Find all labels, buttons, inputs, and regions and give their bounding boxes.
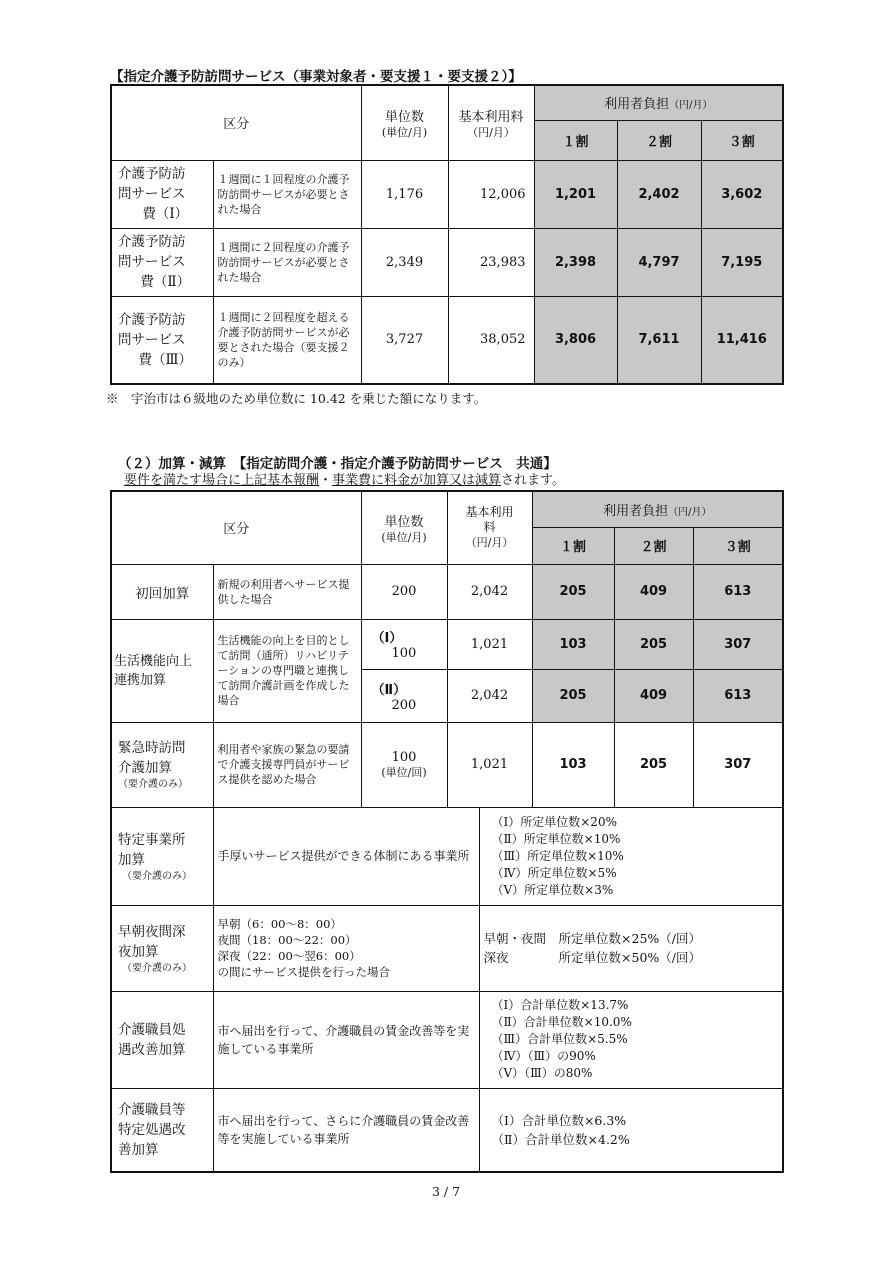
table-row — [111, 807, 783, 905]
row-rate3: 307 — [693, 722, 783, 807]
row-rate1: 1,201 — [534, 160, 617, 228]
row-rate2: 409 — [614, 564, 693, 619]
table-row — [111, 722, 783, 807]
row-fee: 38,052 — [448, 296, 534, 384]
table-row — [111, 564, 783, 619]
table-row — [111, 905, 783, 991]
unit-header: 単位数 (単位/月) — [361, 85, 448, 160]
unit-header: 単位数 (単位/月) — [361, 491, 447, 564]
row-description: 新規の利用者へサービス提供した場合 — [213, 564, 361, 619]
rate3-header: ３割 — [701, 120, 783, 160]
row-rate3: 11,416 — [701, 296, 783, 384]
table-row — [111, 228, 783, 296]
fee-header: 基本利用 料 （円/月） — [447, 491, 532, 564]
row-description: 生活機能の向上を目的として訪問（通所）リハビリテーションの専門職と連携して訪問介護計画を作成した場合 — [213, 619, 361, 722]
row-fee: 2,042 — [447, 564, 532, 619]
row-rate1: 205 — [532, 564, 614, 619]
row-fee: 12,006 — [448, 160, 534, 228]
row-rate2: 205 — [614, 722, 693, 807]
addition-values: （Ⅰ）合計単位数×13.7% （Ⅱ）合計単位数×10.0% （Ⅲ）合計単位数×5.5% （Ⅳ）（Ⅲ）の90% （Ⅴ）（Ⅲ）の80% — [479, 991, 783, 1088]
row-rate2: 409 — [614, 669, 693, 722]
row-category: 特定事業所 加算 （要介護のみ） — [111, 807, 213, 905]
row-rate1: 3,806 — [534, 296, 617, 384]
row-rate3: 307 — [693, 619, 783, 669]
row-rate3: 7,195 — [701, 228, 783, 296]
row-description: 利用者や家族の緊急の要請で介護支援専門員がサービス提供を認めた場合 — [213, 722, 361, 807]
row-rate1: 103 — [532, 722, 614, 807]
addition-values: （Ⅰ）所定単位数×20% （Ⅱ）所定単位数×10% （Ⅲ）所定単位数×10% （Ⅳ）所定単位数×5% （Ⅴ）所定単位数×3% — [479, 807, 783, 905]
rate1-header: １割 — [534, 120, 617, 160]
section1-title: 【指定介護予防訪問サービス（事業対象者・要支援１・要支援２）】 — [110, 69, 522, 85]
row-category: 介護予防訪 問サービス 費（Ⅲ） — [111, 296, 213, 384]
regional-note: ※ 宇治市は６級地のため単位数に 10.42 を乗じた額になります。 — [106, 391, 487, 406]
row-description: 手厚いサービス提供ができる体制にある事業所 — [213, 807, 479, 905]
row-rate2: 7,611 — [617, 296, 701, 384]
table-row — [111, 1088, 783, 1172]
row-category: 介護職員等 特定処遇改 善加算 — [111, 1088, 213, 1172]
row-units: 1,176 — [361, 160, 448, 228]
row-category: 初回加算 — [111, 564, 213, 619]
row-rate2: 205 — [614, 619, 693, 669]
row-rate1: 103 — [532, 619, 614, 669]
row-fee: 2,042 — [447, 669, 532, 722]
row-category: 早朝夜間深 夜加算 （要介護のみ） — [111, 905, 213, 991]
burden-header: 利用者負担（円/月） — [534, 85, 783, 120]
row-category: 生活機能向上 連携加算 — [111, 619, 213, 722]
row-description: １週間に２回程度を超える 介護予防訪問サービスが必要とされた場合（要支援２のみ） — [213, 296, 361, 384]
row-units: 3,727 — [361, 296, 448, 384]
kubun-header: 区分 — [111, 85, 361, 160]
row-category: 介護予防訪 問サービス 費（Ⅱ） — [111, 228, 213, 296]
row-units: 100 (単位/回) — [361, 722, 447, 807]
addition-values: （Ⅰ）合計単位数×6.3% （Ⅱ）合計単位数×4.2% — [479, 1088, 783, 1172]
row-units: （Ⅱ） 200 — [361, 669, 447, 722]
table-row — [111, 296, 783, 384]
rate2-header: ２割 — [614, 527, 693, 564]
row-category: 緊急時訪問 介護加算 （要介護のみ） — [111, 722, 213, 807]
row-category: 介護予防訪 問サービス 費（Ⅰ） — [111, 160, 213, 228]
addition-table — [110, 490, 784, 1173]
row-rate3: 613 — [693, 669, 783, 722]
row-description: 早朝（6：00～8：00） 夜間（18：00～22：00） 深夜（22：00～翌6：00） の間にサービス提供を行った場合 — [213, 905, 479, 991]
row-rate1: 205 — [532, 669, 614, 722]
rate2-header: ２割 — [617, 120, 701, 160]
row-description: １週間に１回程度の介護予防訪問サービスが必要とされた場合 — [213, 160, 361, 228]
section2-subtitle: 要件を満たす場合に上記基本報酬・事業費に料金が加算又は減算されます。 — [124, 473, 566, 488]
row-description: １週間に２回程度の介護予防訪問サービスが必要とされた場合 — [213, 228, 361, 296]
row-units: 2,349 — [361, 228, 448, 296]
row-rate3: 613 — [693, 564, 783, 619]
row-fee: 23,983 — [448, 228, 534, 296]
row-rate3: 3,602 — [701, 160, 783, 228]
rate3-header: ３割 — [693, 527, 783, 564]
row-fee: 1,021 — [447, 619, 532, 669]
table-row — [111, 619, 783, 669]
basic-fee-table — [110, 84, 784, 385]
table-row — [111, 160, 783, 228]
addition-values: 早朝・夜間 所定単位数×25%（/回） 深夜 所定単位数×50%（/回） — [479, 905, 783, 991]
row-units: （Ⅰ） 100 — [361, 619, 447, 669]
row-description: 市へ届出を行って、さらに介護職員の賃金改善等を実施している事業所 — [213, 1088, 479, 1172]
page-number: 3 / 7 — [431, 1184, 461, 1199]
burden-header: 利用者負担（円/月） — [532, 491, 783, 527]
row-description: 市へ届出を行って、介護職員の賃金改善等を実施している事業所 — [213, 991, 479, 1088]
section2-title: （２）加算・減算 【指定訪問介護・指定介護予防訪問サービス 共通】 — [118, 456, 557, 472]
row-rate2: 2,402 — [617, 160, 701, 228]
row-rate1: 2,398 — [534, 228, 617, 296]
kubun-header: 区分 — [111, 491, 361, 564]
table-row — [111, 991, 783, 1088]
row-category: 介護職員処 遇改善加算 — [111, 991, 213, 1088]
row-fee: 1,021 — [447, 722, 532, 807]
row-units: 200 — [361, 564, 447, 619]
rate1-header: １割 — [532, 527, 614, 564]
fee-header: 基本利用料 （円/月） — [448, 85, 534, 160]
row-rate2: 4,797 — [617, 228, 701, 296]
